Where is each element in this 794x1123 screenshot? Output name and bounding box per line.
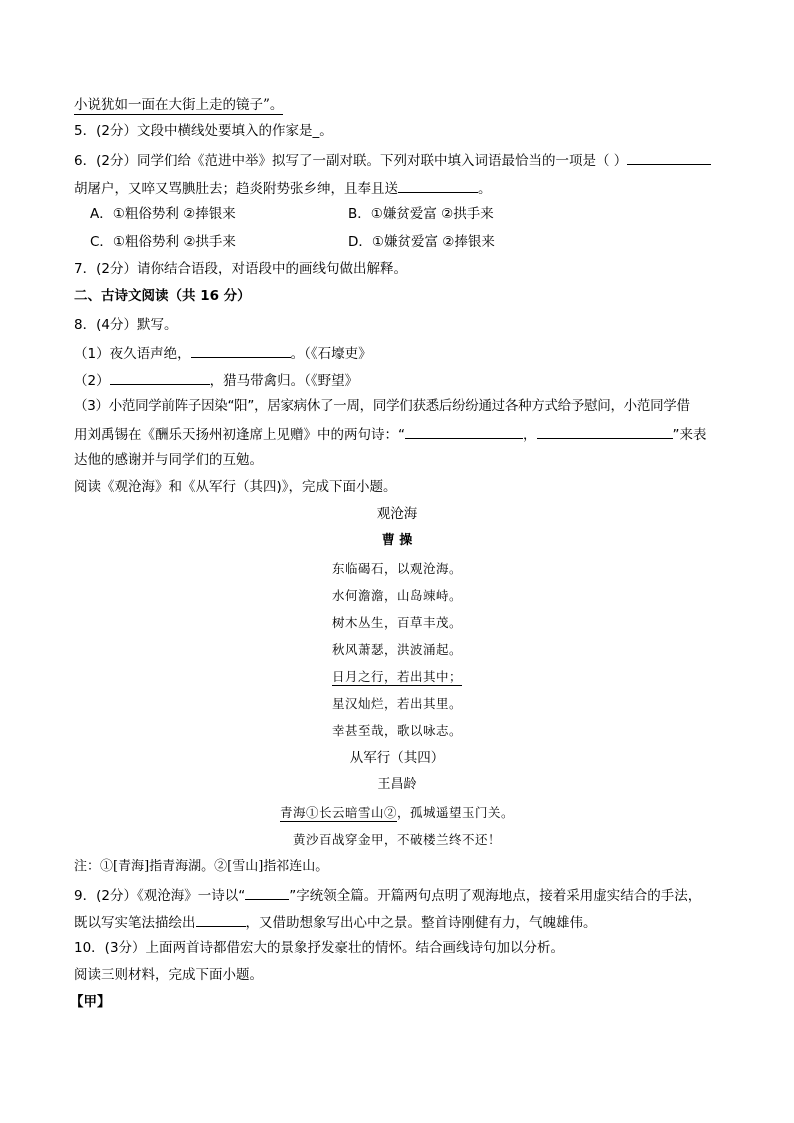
question-text: ”来表 xyxy=(672,427,707,443)
question-10: 10．(3分）上面两首诗都借宏大的景象抒发豪壮的情怀。结合画线诗句加以分析。 xyxy=(74,940,565,956)
answer-blank[interactable] xyxy=(191,343,291,358)
answer-blank[interactable] xyxy=(398,178,478,193)
answer-blank[interactable] xyxy=(245,885,289,900)
answer-blank[interactable] xyxy=(627,150,711,165)
question-text: ， xyxy=(523,427,537,443)
option-a[interactable]: A．①粗俗势利 ②捧银来 xyxy=(90,206,236,222)
poem-1-line: 水何澹澹，山岛竦峙。 xyxy=(331,588,462,603)
question-text: 。（《石壕吏》 xyxy=(290,346,372,362)
poem-2-title: 从军行（其四） xyxy=(349,750,445,766)
answer-blank[interactable] xyxy=(196,912,246,927)
question-text: 既以写实笔法描绘出 xyxy=(74,915,196,931)
poem-1-line: 树木丛生，百草丰茂。 xyxy=(331,615,462,630)
question-5: 5．(2分）文段中横线处要填入的作家是_。 xyxy=(74,123,333,139)
text-line xyxy=(74,96,283,114)
underlined-line: 日月之行，若出其中； xyxy=(331,669,462,684)
question-8-part-2 xyxy=(74,370,358,390)
question-6-stem xyxy=(74,150,711,170)
poem-1-line: 秋风萧瑟，洪波涌起。 xyxy=(331,642,462,657)
question-7: 7．(2分）请你结合语段，对语段中的画线句做出解释。 xyxy=(74,261,407,277)
question-text: （2） xyxy=(74,373,110,389)
poem-1-author: 曹 操 xyxy=(381,533,413,548)
question-text: 胡屠户，又啐又骂腆肚去；趋炎附势张乡绅，且奉且送 xyxy=(74,181,398,197)
underlined-line: 青海①长云暗雪山② xyxy=(279,805,397,820)
poem-text: ，孤城遥望玉门关。 xyxy=(397,805,515,820)
poem-1-line-underlined xyxy=(0,668,794,686)
question-text: 6．(2分）同学们给《范进中举》拟写了一副对联。下列对联中填入词语最恰当的一项是（ ） xyxy=(74,153,628,169)
poem-2-line-1 xyxy=(0,804,794,822)
question-6-couplet xyxy=(74,178,492,198)
poem-1-line: 东临碣石，以观沧海。 xyxy=(331,561,462,576)
question-8-part-3-line-3: 达他的感谢并与同学们的互勉。 xyxy=(74,452,263,468)
poem-1-line: 星汉灿烂，若出其里。 xyxy=(331,696,462,711)
option-d[interactable]: D．①嫌贫爱富 ②捧银来 xyxy=(348,234,495,250)
question-text: （1）夜久语声绝， xyxy=(74,346,191,362)
answer-blank[interactable] xyxy=(405,424,523,439)
question-8-stem: 8．(4分）默写。 xyxy=(74,317,178,333)
answer-blank[interactable] xyxy=(537,424,673,439)
option-c[interactable]: C．①粗俗势利 ②拱手来 xyxy=(90,234,236,250)
underlined-sentence: 小说犹如一面在大街上走的镜子”。 xyxy=(74,97,284,113)
reading-intro: 阅读《观沧海》和《从军行（其四)》，完成下面小题。 xyxy=(74,479,397,495)
question-9-line-2 xyxy=(74,912,597,932)
question-8-part-3-line-1: （3）小范同学前阵子因染“阳”，居家病休了一周，同学们获悉后纷纷通过各种方式给予慰问，小范同学借 xyxy=(74,398,690,414)
annotation-note: 注：①[青海]指青海湖。②[雪山]指祁连山。 xyxy=(74,859,329,874)
poem-2-line-2: 黄沙百战穿金甲，不破楼兰终不还！ xyxy=(292,832,501,847)
question-text: ，猎马带禽归。（《野望》 xyxy=(209,373,359,389)
poem-2-author: 王昌龄 xyxy=(377,777,417,792)
question-9-line-1 xyxy=(74,885,701,905)
question-text: ，又借助想象写出心中之景。整首诗刚健有力，气魄雄伟。 xyxy=(245,915,597,931)
question-text: ”字统领全篇。开篇两句点明了观海地点，接着采用虚实结合的手法， xyxy=(289,888,702,904)
section-heading: 二、古诗文阅读（共 16 分） xyxy=(74,288,251,304)
question-text: 用刘禹锡在《酬乐天扬州初逢席上见赠》中的两句诗：“ xyxy=(74,427,405,443)
material-jia-label: 【甲】 xyxy=(70,994,111,1010)
poem-1-title: 观沧海 xyxy=(376,506,418,522)
question-text: 。 xyxy=(478,181,492,197)
answer-blank[interactable] xyxy=(110,370,210,385)
option-b[interactable]: B．①嫌贫爱富 ②拱手来 xyxy=(348,206,494,222)
poem-1-line: 幸甚至哉，歌以咏志。 xyxy=(331,723,462,738)
reading-intro-2: 阅读三则材料，完成下面小题。 xyxy=(74,967,263,983)
question-8-part-3-line-2 xyxy=(74,424,707,444)
question-8-part-1 xyxy=(74,343,372,363)
question-text: 9．(2分）《观沧海》一诗以“ xyxy=(74,888,246,904)
